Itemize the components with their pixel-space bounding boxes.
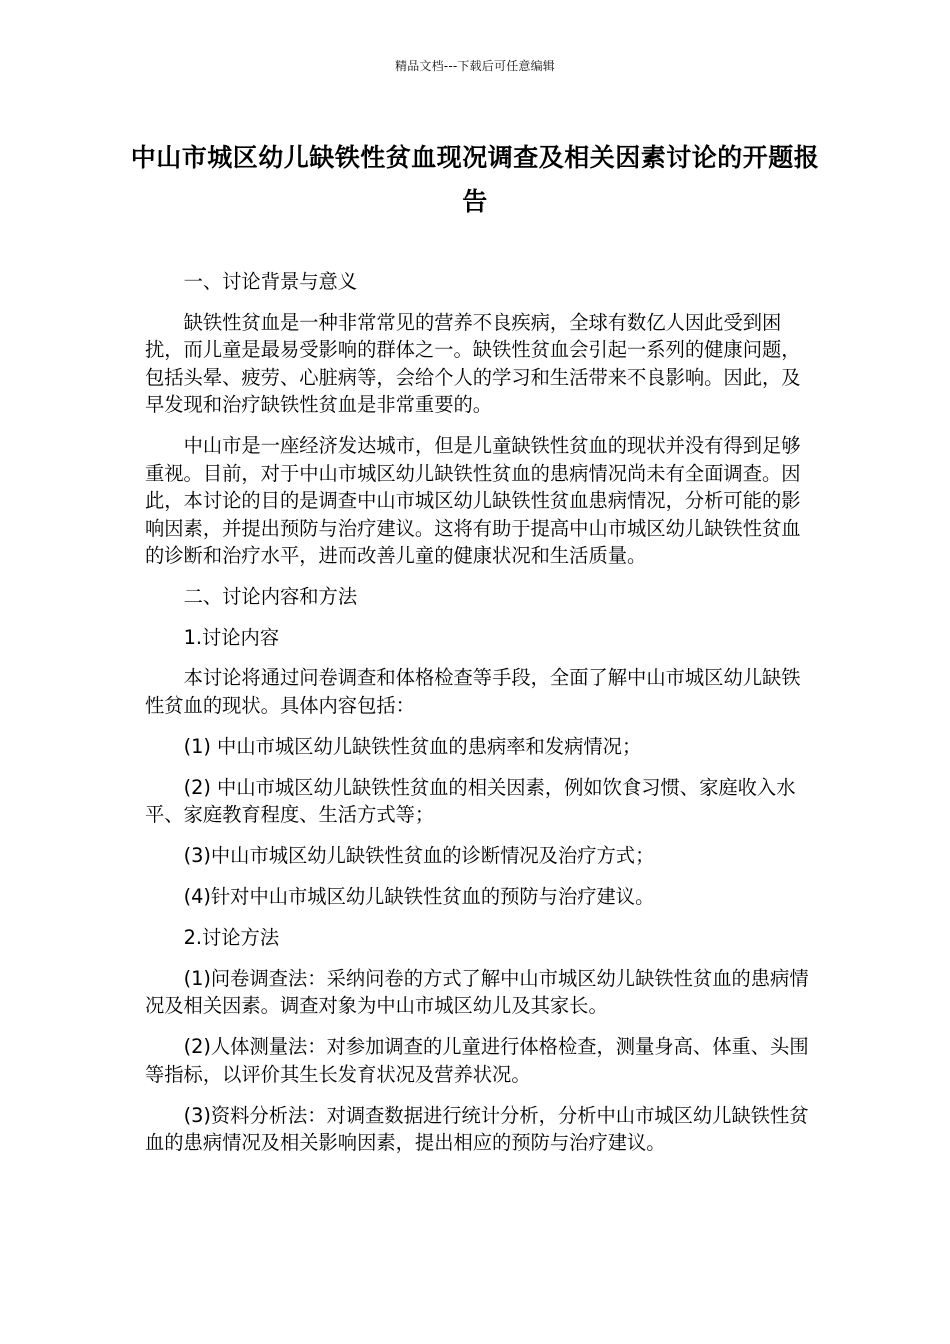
subheading-methods: 2.讨论方法: [183, 926, 280, 949]
section-heading-background: 一、讨论背景与意义: [183, 270, 358, 293]
list-item-method-1: (1)问卷调查法：采纳问卷的方式了解中山市城区幼儿缺铁性贫血的患病情况及相关因素。调查对象为中山市城区幼儿及其家长。: [145, 966, 809, 1017]
list-item-content-2: (2) 中山市城区幼儿缺铁性贫血的相关因素，例如饮食习惯、家庭收入水平、家庭教育程度、生活方式等；: [145, 775, 796, 826]
list-item-content-3: (3)中山市城区幼儿缺铁性贫血的诊断情况及治疗方式；: [183, 844, 655, 867]
paragraph-content-intro: 本讨论将通过问卷调查和体格检查等手段，全面了解中山市城区幼儿缺铁性贫血的现状。具体内容包括：: [145, 666, 801, 717]
paragraph-background-1: 缺铁性贫血是一种非常常见的营养不良疾病，全球有数亿人因此受到困扰，而儿童是最易受影响的群体之一。缺铁性贫血会引起一系列的健康问题，包括头晕、疲劳、心脏病等，会给个人的学习和生活带来不良影响。因此，及早发现和治疗缺铁性贫血是非常重要的。: [145, 310, 801, 416]
list-item-method-3: (3)资料分析法：对调查数据进行统计分析，分析中山市城区幼儿缺铁性贫血的患病情况及相关影响因素，提出相应的预防与治疗建议。: [145, 1103, 809, 1154]
list-item-method-2: (2)人体测量法：对参加调查的儿童进行体格检查，测量身高、体重、头围等指标，以评价其生长发育状况及营养状况。: [145, 1035, 809, 1086]
subheading-content: 1.讨论内容: [183, 625, 280, 649]
document-title: 中山市城区幼儿缺铁性贫血现况调查及相关因素讨论的开题报告: [130, 143, 820, 216]
paragraph-background-2: 中山市是一座经济发达城市，但是儿童缺铁性贫血的现状并没有得到足够重视。目前，对于中山市城区幼儿缺铁性贫血的患病情况尚未有全面调查。因此，本讨论的目的是调查中山市城区幼儿缺铁性贫血患病情况，分析可能的影响因素，并提出预防与治疗建议。这将有助于提高中山市城区幼儿缺铁性贫血的诊断和治疗水平，进而改善儿童的健康状况和生活质量。: [145, 434, 801, 567]
header-note: 精品文档---下载后可任意编辑: [395, 59, 555, 73]
section-heading-methods: 二、讨论内容和方法: [183, 585, 358, 608]
list-item-content-1: (1) 中山市城区幼儿缺铁性贫血的患病率和发病情况；: [183, 734, 642, 758]
document-body: [145, 268, 810, 1170]
list-item-content-4: (4)针对中山市城区幼儿缺铁性贫血的预防与治疗建议。: [183, 885, 655, 908]
